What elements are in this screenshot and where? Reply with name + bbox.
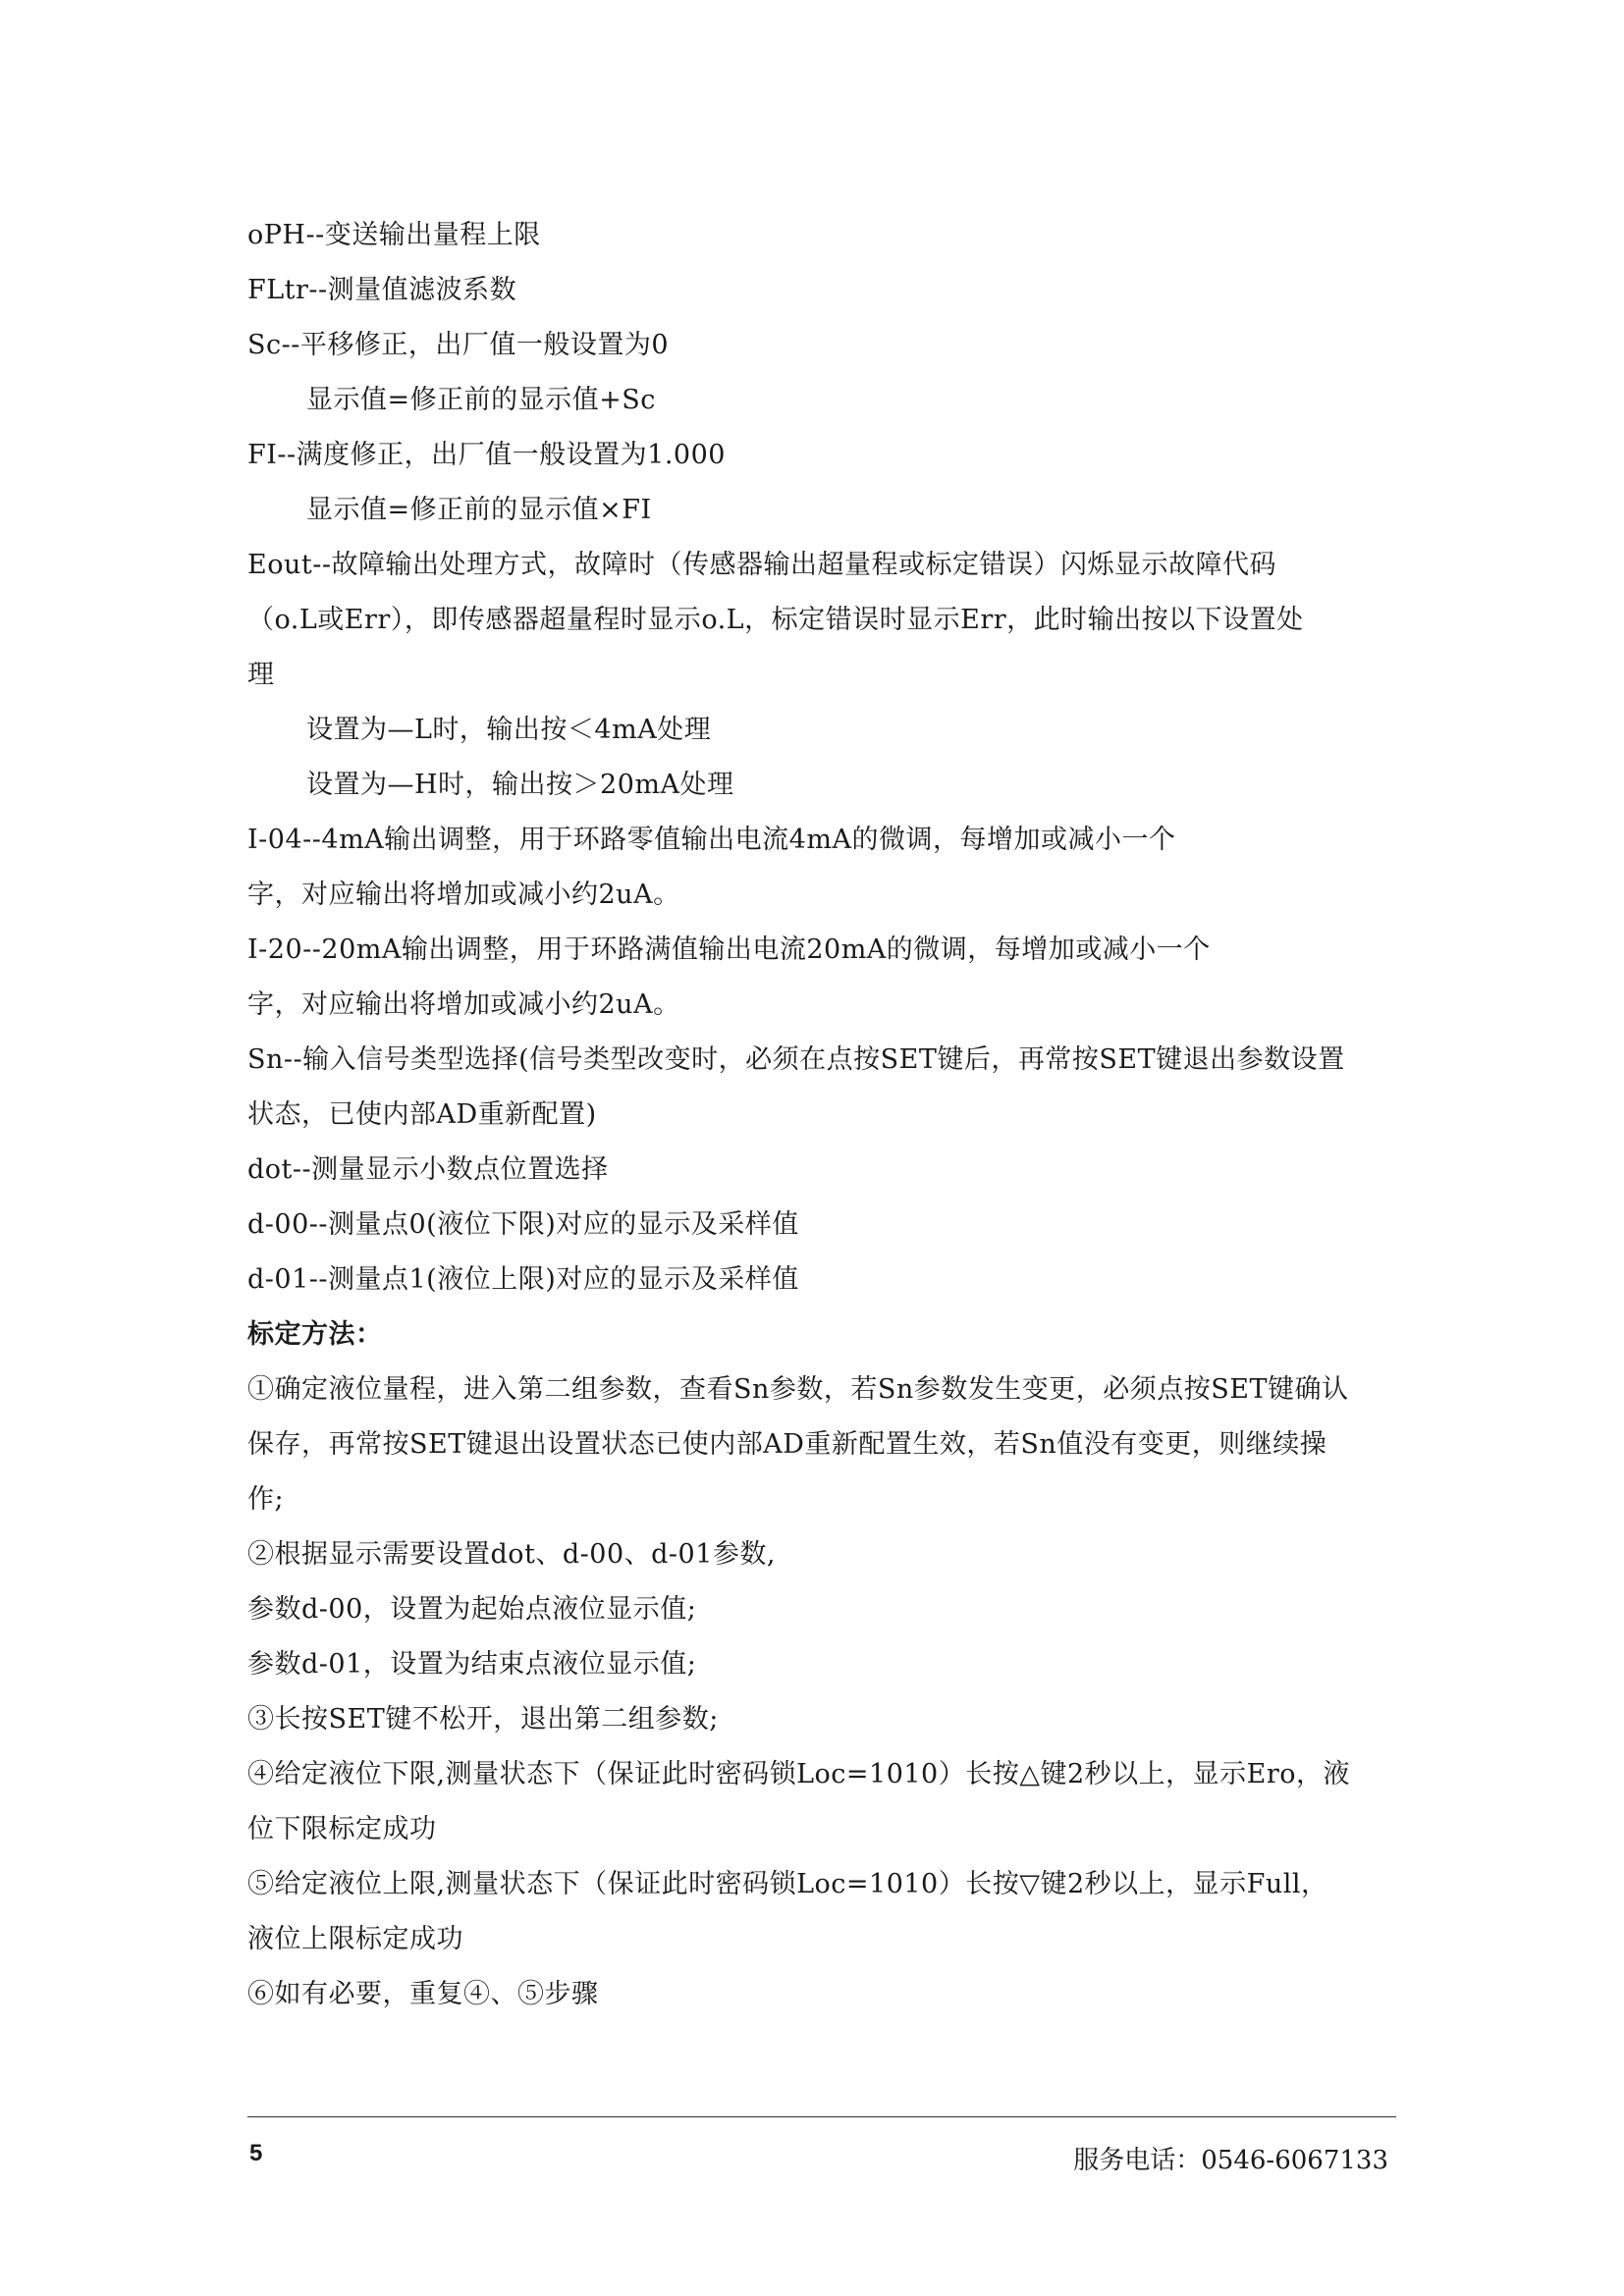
line-i04-2: 字，对应输出将增加或减小约2uA。 <box>247 880 680 910</box>
step-2-line-2: 参数d-00，设置为起始点液位显示值; <box>247 1594 697 1625</box>
line-eout-h: 设置为—H时，输出按＞20mA处理 <box>306 770 734 800</box>
footer-divider <box>247 2116 1396 2117</box>
step-3: ③长按SET键不松开，退出第二组参数; <box>247 1704 719 1735</box>
line-sc: Sc--平移修正，出厂值一般设置为0 <box>247 330 670 360</box>
line-i20-2: 字，对应输出将增加或减小约2uA。 <box>247 989 680 1020</box>
line-i04-1: I-04--4mA输出调整，用于环路零值输出电流4mA的微调，每增加或减小一个 <box>247 825 1176 855</box>
step-1-line-1: ①确定液位量程，进入第二组参数，查看Sn参数，若Sn参数发生变更，必须点按SET键确认 <box>247 1374 1349 1405</box>
line-i20-1: I-20--20mA输出调整，用于环路满值输出电流20mA的微调，每增加或减小一个 <box>247 934 1211 965</box>
line-d01: d-01--测量点1(液位上限)对应的显示及采样值 <box>247 1264 799 1295</box>
line-sc-formula: 显示值=修正前的显示值+Sc <box>306 385 656 415</box>
line-fltr: FLtr--测量值滤波系数 <box>247 275 517 305</box>
section-heading-calibration: 标定方法： <box>247 1319 383 1350</box>
step-5-line-1: ⑤给定液位上限,测量状态下（保证此时密码锁Loc=1010）长按▽键2秒以上，显示Full， <box>247 1869 1328 1899</box>
line-d00: d-00--测量点0(液位下限)对应的显示及采样值 <box>247 1209 799 1240</box>
line-sn-1: Sn--输入信号类型选择(信号类型改变时，必须在点按SET键后，再常按SET键退出参数设置 <box>247 1044 1345 1075</box>
service-phone: 服务电话：0546-6067133 <box>1073 2146 1388 2175</box>
line-dot: dot--测量显示小数点位置选择 <box>247 1154 609 1185</box>
line-fi: FI--满度修正，出厂值一般设置为1.000 <box>247 440 726 470</box>
step-2-line-3: 参数d-01，设置为结束点液位显示值; <box>247 1649 697 1680</box>
step-1-line-2: 保存，再常按SET键退出设置状态已使内部AD重新配置生效，若Sn值没有变更，则继续操 <box>247 1429 1327 1460</box>
line-eout-3: 理 <box>247 660 275 690</box>
step-6: ⑥如有必要，重复④、⑤步骤 <box>247 1979 599 2009</box>
page-number: 5 <box>249 2140 263 2166</box>
line-eout-2: （o.L或Err），即传感器超量程时显示o.L，标定错误时显示Err，此时输出按以下设置处 <box>247 605 1304 635</box>
step-4-line-2: 位下限标定成功 <box>247 1814 437 1844</box>
document-body <box>247 208 1396 2022</box>
step-1-line-3: 作; <box>247 1484 285 1515</box>
step-5-line-2: 液位上限标定成功 <box>247 1924 463 1954</box>
line-oph: oPH--变送输出量程上限 <box>247 220 541 250</box>
line-eout-1: Eout--故障输出处理方式，故障时（传感器输出超量程或标定错误）闪烁显示故障代码 <box>247 550 1276 580</box>
line-sn-2: 状态，已使内部AD重新配置) <box>247 1099 597 1130</box>
step-4-line-1: ④给定液位下限,测量状态下（保证此时密码锁Loc=1010）长按△键2秒以上，显示Ero，液 <box>247 1759 1351 1789</box>
line-fi-formula: 显示值=修正前的显示值×FI <box>306 495 652 525</box>
line-eout-l: 设置为—L时，输出按＜4mA处理 <box>306 715 712 745</box>
step-2-line-1: ②根据显示需要设置dot、d-00、d-01参数, <box>247 1539 776 1570</box>
